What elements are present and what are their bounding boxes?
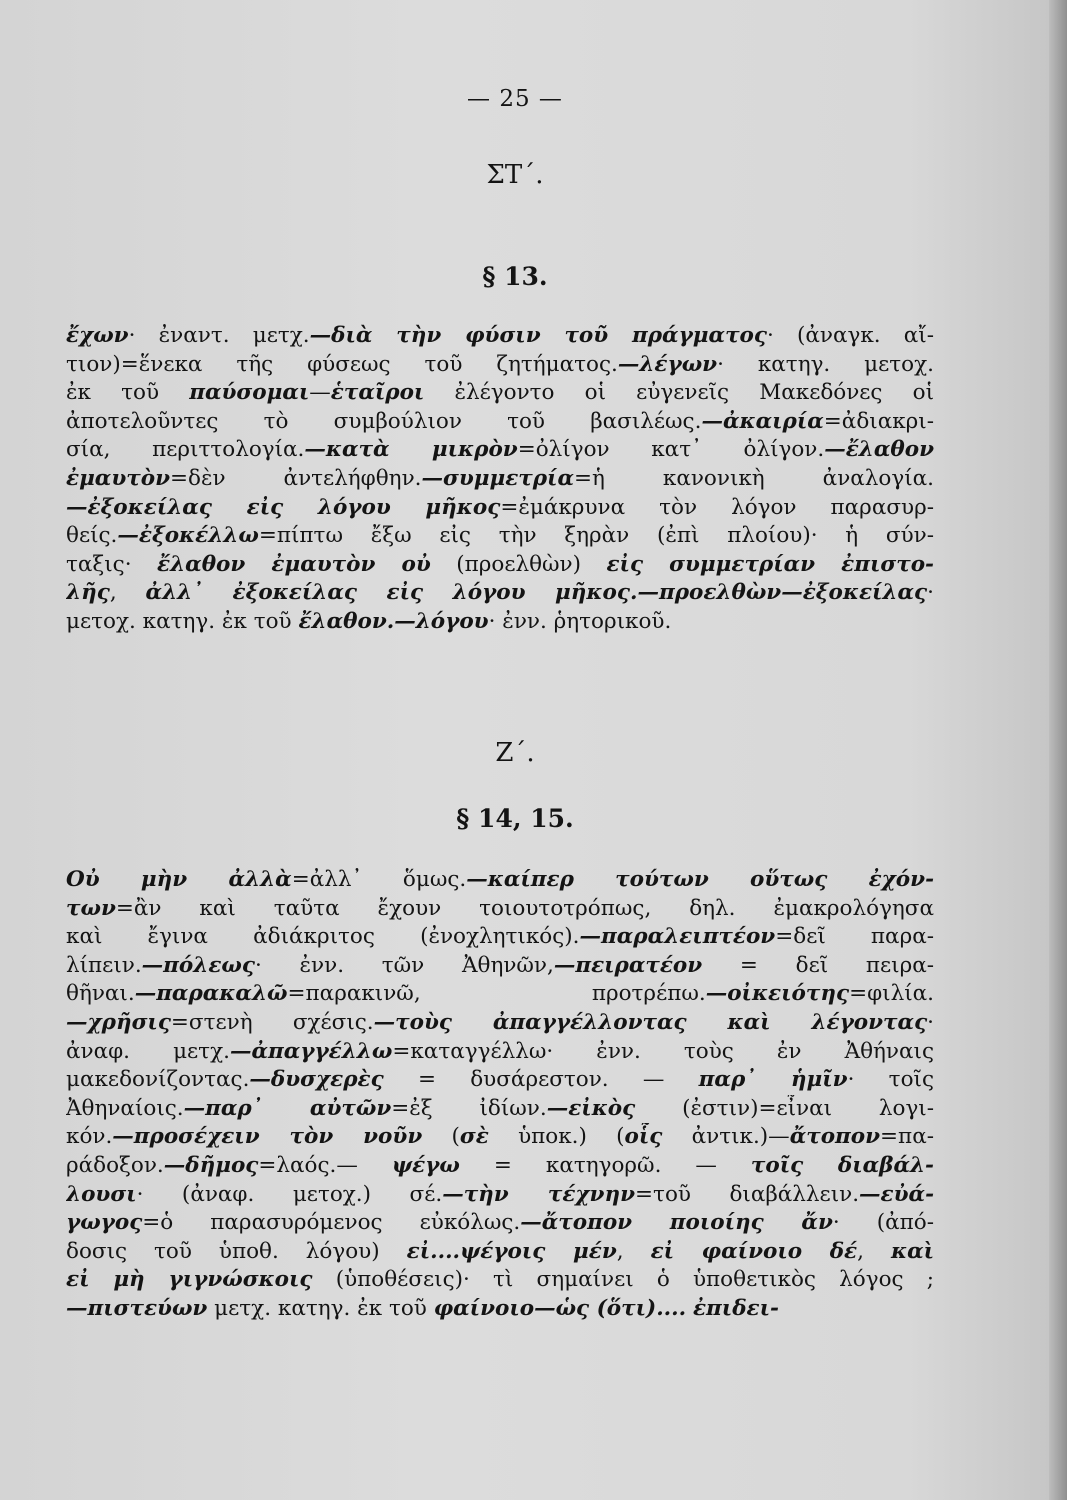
gloss-text: · (ἀναγκ. αἴ- [766, 323, 934, 348]
lemma-term: ἔλαθον. [298, 608, 395, 634]
gloss-text [686, 1296, 693, 1321]
gloss-text: ἐκ τοῦ [66, 380, 190, 406]
lemma-term: —ἀκαιρία [701, 408, 824, 434]
text-line [66, 980, 934, 1009]
lemma-term: —πόλεως [141, 952, 255, 978]
text-line [66, 1009, 934, 1038]
text-line [66, 436, 934, 465]
gloss-text: =δὲν ἀντελήφθην. [170, 465, 422, 491]
gloss-text: (ὑποθέσεις)· τὶ σημαίνει ὁ ὑποθετικὸς λόγος ; [312, 1267, 934, 1293]
lemma-term: —δῆμος [163, 1152, 259, 1178]
lemma-term: παρ᾽ ἡμῖν [698, 1067, 848, 1093]
gloss-text: · ἐνν. τῶν Ἀθηνῶν, [254, 952, 554, 978]
lemma-term: —δυσχερὲς [249, 1067, 384, 1093]
lemma-term: εἰ....ψέγοις μέν [406, 1238, 617, 1264]
gloss-text: =πα- [880, 1124, 934, 1150]
page-number: — 25 — [467, 86, 563, 112]
text-line [66, 551, 934, 580]
lemma-term: —ἄτοπον ποιοίης ἄν [520, 1210, 833, 1236]
text-line [66, 322, 934, 351]
lemma-term: —ἐξοκείλας εἰς λόγου μῆκος [66, 494, 501, 520]
gloss-text: · τοῖς [847, 1067, 934, 1093]
text-line [66, 579, 934, 608]
text-line [66, 608, 934, 637]
text-line [66, 1266, 934, 1295]
lemma-term: εἰ μὴ γιγνώσκοις [66, 1267, 313, 1293]
text-line [66, 1038, 934, 1067]
gloss-text: =ἀδιακρι- [823, 408, 934, 434]
gloss-text: θῆναι. [66, 981, 135, 1007]
text-line [66, 494, 934, 523]
gloss-text: ἀντικ.)— [662, 1124, 790, 1150]
paragraph-heading-14-15: § 14, 15. [456, 804, 574, 833]
text-line [66, 1152, 934, 1181]
chapter-heading-z: Ζ΄. [495, 738, 535, 768]
text-line [66, 351, 934, 380]
lemma-term: εἰ φαίνοιο δέ [650, 1238, 858, 1264]
lemma-term: φαίνοιο—ὡς (ὅτι).... [433, 1295, 687, 1321]
lemma-term: ἄτοπον [789, 1124, 881, 1150]
gloss-text: · κατηγ. μετοχ. [717, 351, 934, 377]
lemma-term: —προσέχειν τὸν νοῦν [112, 1124, 423, 1150]
gloss-text: λίπειν. [66, 952, 142, 978]
gloss-text: · [927, 1009, 934, 1035]
gloss-text: =ὀλίγον κατ᾽ ὀλίγον. [517, 437, 825, 463]
lemma-term: —τοὺς ἀπαγγέλλοντας καὶ λέγοντας [373, 1009, 928, 1035]
lemma-term: —κατὰ μικρὸν [304, 437, 518, 463]
lemma-term: ἔλαθον ἐμαυτὸν οὐ [157, 551, 431, 577]
gloss-text: κόν. [66, 1124, 113, 1150]
chapter-heading-st: ΣΤ΄. [486, 160, 544, 190]
lemma-term: —τὴν τέχνην [442, 1181, 636, 1207]
commentary-section-13 [66, 322, 934, 637]
lemma-term: ψέγω [391, 1152, 460, 1178]
lemma-term: —παραλειπτέον [579, 924, 776, 950]
gloss-text: θείς. [66, 523, 118, 549]
lemma-term: λῆς [66, 580, 110, 606]
gloss-text: = δεῖ πειρα- [702, 952, 934, 978]
gloss-text: ἀποτελοῦντες τὸ συμβούλιον τοῦ βασιλέως. [66, 408, 702, 434]
lemma-term: —εἰκὸς [546, 1095, 636, 1121]
lemma-term: —καίπερ τούτων οὕτως ἐχόν- [466, 867, 934, 892]
gloss-text: =τοῦ διαβάλλειν. [635, 1181, 860, 1207]
text-line [66, 1181, 934, 1210]
gloss-text: ταξις· [66, 551, 158, 577]
gloss-text: (προελθὼν) [430, 551, 607, 577]
text-line [66, 1238, 934, 1267]
gloss-text: μετχ. κατηγ. ἐκ τοῦ [207, 1295, 434, 1321]
text-line [66, 379, 934, 408]
gloss-text: τιον)=ἕνεκα τῆς φύσεως τοῦ ζητήματος. [66, 351, 618, 377]
lemma-term: λουσι [66, 1181, 137, 1207]
gloss-text: — [309, 380, 331, 406]
lemma-term: σὲ [459, 1124, 489, 1150]
gloss-text: ( [422, 1124, 460, 1150]
gloss-text: · (ἀναφ. μετοχ.) σέ. [136, 1181, 443, 1207]
lemma-term: —παρακαλῶ [134, 981, 288, 1007]
gloss-text: ἐλέγοντο οἱ εὐγενεῖς Μακεδόνες οἱ [424, 380, 934, 406]
gloss-text: δοσις τοῦ ὑποθ. λόγου) [66, 1238, 407, 1264]
gloss-text: καὶ ἔγινα ἀδιάκριτος (ἐνοχλητικός). [66, 924, 580, 950]
gloss-text: (ἐστιν)=εἶναι λογι- [635, 1095, 934, 1121]
lemma-term: —παρ᾽ αὐτῶν [183, 1095, 392, 1121]
lemma-term: —ἐξοκέλλω [117, 523, 259, 549]
lemma-term: Οὐ μὴν ἀλλὰ [66, 867, 292, 892]
gloss-text: ράδοξον. [66, 1152, 164, 1178]
lemma-term: —λέγων [617, 351, 718, 377]
lemma-term: ἀλλ᾽ ἐξοκείλας εἰς λόγου μῆκος. [145, 580, 638, 606]
text-line [66, 1295, 934, 1324]
gloss-text: =ὁ παρασυρόμενος εὐκόλως. [142, 1210, 521, 1236]
gloss-text: =ἐξ ἰδίων. [391, 1095, 547, 1121]
gloss-text: , [857, 1238, 891, 1264]
text-line [66, 1066, 934, 1095]
gloss-text: =ἡ κανονικὴ ἀναλογία. [574, 465, 934, 491]
commentary-section-14-15 [66, 866, 934, 1324]
gloss-text: =στενὴ σχέσις. [170, 1009, 374, 1035]
gloss-text: =καταγγέλλω· ἐνν. τοὺς ἐν Ἀθήναις [392, 1038, 934, 1064]
gloss-text: =παρακινῶ, προτρέπω. [287, 981, 706, 1007]
gloss-text: ἀναφ. μετχ. [66, 1038, 230, 1064]
lemma-term: ἔχων [66, 323, 129, 348]
text-line [66, 952, 934, 981]
lemma-term: παύσομαι [189, 380, 310, 406]
page-edge [1049, 0, 1067, 1500]
gloss-text: · (ἀπό- [832, 1210, 934, 1236]
lemma-term: τοῖς διαβάλ- [750, 1152, 934, 1178]
lemma-term: ἐμαυτὸν [66, 465, 170, 491]
lemma-term: —ἔλαθον [824, 437, 934, 463]
text-line [66, 1095, 934, 1124]
lemma-term: ἑταῖροι [330, 380, 425, 406]
lemma-term: —εὐά- [859, 1181, 934, 1207]
lemma-term: —χρῆσις [66, 1009, 171, 1035]
gloss-text: =λαός.— [258, 1152, 392, 1178]
gloss-text: · ἐνν. ῥητορικοῦ. [488, 608, 672, 634]
lemma-term: των [66, 895, 116, 921]
lemma-term: εἰς συμμετρίαν ἐπιστο- [606, 551, 934, 577]
paragraph-heading-13: § 13. [482, 262, 548, 291]
lemma-term: —οἰκειότης [705, 981, 850, 1007]
lemma-term: —πειρατέον [553, 952, 703, 978]
lemma-term: καὶ [890, 1238, 934, 1264]
text-line [66, 465, 934, 494]
gloss-text: · ἐναντ. μετχ. [128, 323, 310, 348]
gloss-text: · [927, 580, 934, 606]
text-line [66, 1209, 934, 1238]
gloss-text: = δυσάρεστον. — [383, 1067, 699, 1093]
gloss-text: μετοχ. κατηγ. ἐκ τοῦ [66, 608, 299, 634]
text-line [66, 1123, 934, 1152]
lemma-term: —συμμετρία [421, 465, 575, 491]
lemma-term: ἐπιδει- [692, 1295, 779, 1321]
gloss-text: =ἐμάκρυνα τὸν λόγον παρασυρ- [500, 494, 934, 520]
gloss-text: =ἂν καὶ ταῦτα ἔχουν τοιουτοτρόπως, δηλ. ἐμακρολόγησα [115, 895, 934, 921]
gloss-text: =δεῖ παρα- [775, 924, 934, 950]
lemma-term: —διὰ τὴν φύσιν τοῦ πράγματος [309, 323, 767, 348]
text-line [66, 923, 934, 952]
gloss-text: =ἀλλ᾽ ὅμως. [291, 867, 467, 892]
lemma-term: —πιστεύων [66, 1295, 208, 1321]
lemma-term: —ἀπαγγέλλω [229, 1038, 393, 1064]
lemma-term: οἷς [624, 1124, 663, 1150]
gloss-text: Ἀθηναίοις. [66, 1095, 184, 1121]
gloss-text: μακεδονίζοντας. [66, 1067, 250, 1093]
lemma-term: —λόγου [394, 608, 489, 634]
lemma-term: —προελθὼν—ἐξοκείλας [637, 580, 928, 606]
gloss-text: , [109, 580, 146, 606]
gloss-text: =πίπτω ἔξω εἰς τὴν ξηρὰν (ἐπὶ πλοίου)· ἡ σύν- [258, 523, 934, 549]
gloss-text: σία, περιττολογία. [66, 437, 305, 463]
text-line [66, 522, 934, 551]
text-line [66, 866, 934, 895]
gloss-text: = κατηγορῶ. — [459, 1152, 751, 1178]
gloss-text: ὑποκ.) ( [488, 1124, 625, 1150]
lemma-term: γωγος [66, 1210, 143, 1236]
text-line [66, 895, 934, 924]
text-line [66, 408, 934, 437]
gloss-text: , [616, 1238, 651, 1264]
gloss-text: =φιλία. [849, 981, 934, 1007]
